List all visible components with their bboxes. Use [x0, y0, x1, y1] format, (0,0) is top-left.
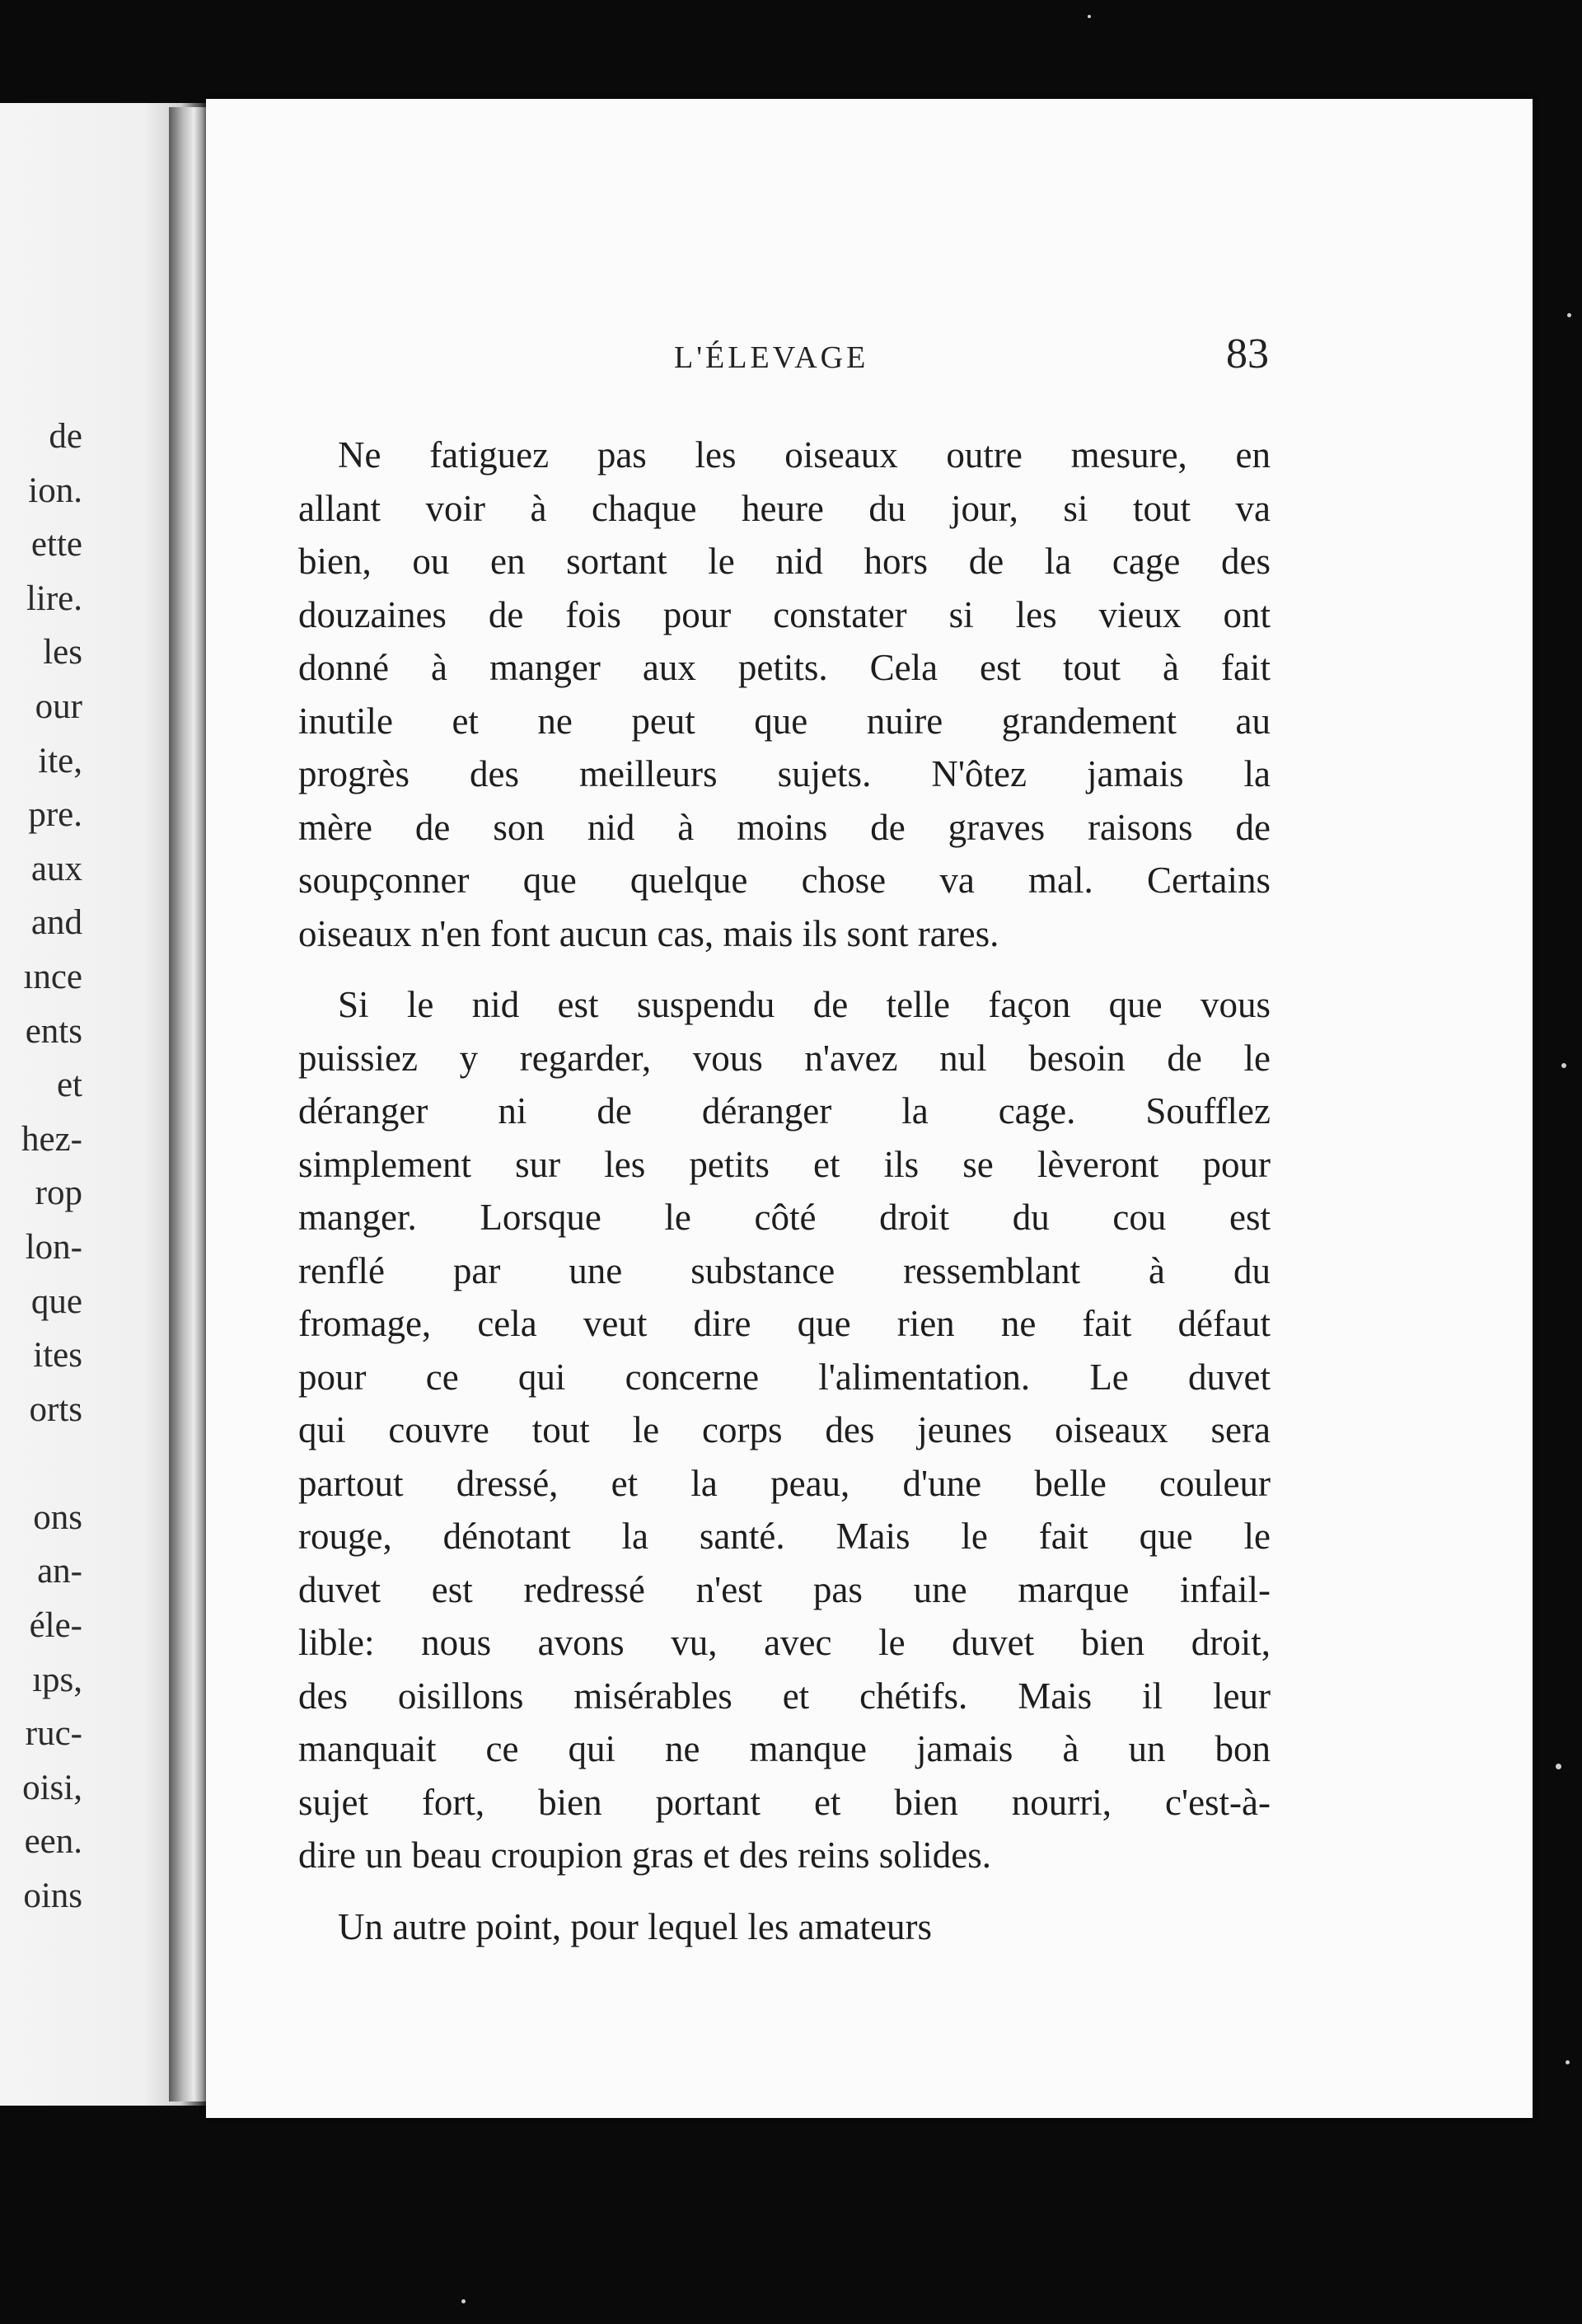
scan-speck [1561, 1063, 1566, 1068]
body-text [298, 429, 1271, 1971]
scan-speck [1566, 2060, 1570, 2064]
text-line: simplement sur les petits et ils se lèveront pour [298, 1143, 1271, 1185]
text-line: puissiez y regarder, vous n'avez nul besoin de le [298, 1037, 1271, 1079]
paragraph [298, 978, 1271, 1882]
left-page-fragment: et [56, 1066, 82, 1105]
text-line: duvet est redressé n'est pas une marque infail- [298, 1568, 1271, 1610]
text-line: mère de son nid à moins de graves raisons de [298, 806, 1271, 848]
paragraph [298, 429, 1271, 960]
left-page-text-fragments [0, 410, 82, 1923]
left-page-fragment: lire. [26, 579, 82, 618]
scan-speck [1556, 1764, 1561, 1769]
text-line: donné à manger aux petits. Cela est tout à fait [298, 647, 1271, 688]
left-page-fragment: een. [24, 1822, 82, 1862]
text-line: Un autre point, pour lequel les amateurs [338, 1905, 933, 1947]
text-line: Ne fatiguez pas les oiseaux outre mesure, en [338, 434, 1271, 476]
paragraph [298, 1900, 1271, 1954]
text-line: manquait ce qui ne manque jamais à un bon [298, 1728, 1271, 1769]
text-line: bien, ou en sortant le nid hors de la cage des [298, 541, 1271, 582]
left-page-fragment: ınce [23, 957, 82, 996]
text-line: douzaines de fois pour constater si les vieux ont [298, 593, 1271, 635]
text-line: rouge, dénotant la santé. Mais le fait que le [298, 1516, 1271, 1557]
text-line: des oisillons misérables et chétifs. Mais il leur [298, 1675, 1271, 1717]
left-page-fragment: oins [23, 1877, 82, 1916]
left-page-fragment: de [49, 417, 82, 456]
page-header [206, 330, 1533, 396]
text-line: fromage, cela veut dire que rien ne fait défaut [298, 1303, 1271, 1344]
left-page-fragment: ite, [38, 741, 82, 780]
left-page-fragment: ruc- [25, 1714, 82, 1754]
left-page-fragment: que [30, 1281, 82, 1321]
left-page-fragment: rop [35, 1174, 82, 1213]
left-page-fragment: les [43, 633, 82, 672]
left-page-fragment: ons [33, 1497, 82, 1537]
text-line: oiseaux n'en font aucun cas, mais ils sont rares. [298, 912, 999, 954]
text-line: renflé par une substance ressemblant à du [298, 1249, 1271, 1291]
left-page-fragment: oisi, [22, 1768, 82, 1807]
text-line: allant voir à chaque heure du jour, si tout va [298, 487, 1271, 529]
text-line: qui couvre tout le corps des jeunes oiseaux sera [298, 1409, 1271, 1450]
text-line: dire un beau croupion gras et des reins solides. [298, 1834, 992, 1876]
left-page-fragment: lon- [25, 1227, 82, 1267]
left-page-fragment: ette [30, 525, 82, 565]
scan-speck [1088, 15, 1091, 18]
right-page [206, 99, 1533, 2118]
text-line: pour ce qui concerne l'alimentation. Le duvet [298, 1356, 1271, 1398]
left-page-fragment: éle- [29, 1606, 82, 1646]
left-page-fragment: aux [30, 849, 82, 888]
text-line: soupçonner que quelque chose va mal. Certains [298, 860, 1271, 901]
text-line: lible: nous avons vu, avec le duvet bien droit, [298, 1622, 1271, 1663]
left-page-fragment: ion. [28, 471, 82, 510]
text-line: déranger ni de déranger la cage. Soufflez [298, 1090, 1271, 1132]
left-page-fragment: and [30, 903, 82, 943]
left-page-fragment [0, 1436, 82, 1491]
scan-speck [461, 2299, 466, 2303]
page-number: 83 [1226, 330, 1269, 377]
running-head: L'ÉLEVAGE [674, 340, 869, 375]
left-page-fragment: hez- [21, 1119, 82, 1159]
text-line: partout dressé, et la peau, d'une belle couleur [298, 1462, 1271, 1504]
text-line: sujet fort, bien portant et bien nourri, c'est-à- [298, 1781, 1271, 1823]
left-page-fragment: pre. [28, 795, 82, 835]
left-page-fragment: ıps, [32, 1660, 82, 1699]
left-page-fragment: orts [29, 1389, 82, 1429]
text-line: Si le nid est suspendu de telle façon que vous [338, 984, 1271, 1025]
left-page-fragment: our [35, 686, 82, 726]
left-page-fragment: ites [33, 1336, 82, 1375]
scan-speck [1567, 313, 1571, 317]
left-page-fragment: ents [25, 1011, 82, 1051]
left-page-fragment: an- [37, 1552, 82, 1591]
text-line: manger. Lorsque le côté droit du cou est [298, 1197, 1271, 1238]
text-line: inutile et ne peut que nuire grandement au [298, 700, 1271, 742]
text-line: progrès des meilleurs sujets. N'ôtez jamais la [298, 753, 1271, 794]
